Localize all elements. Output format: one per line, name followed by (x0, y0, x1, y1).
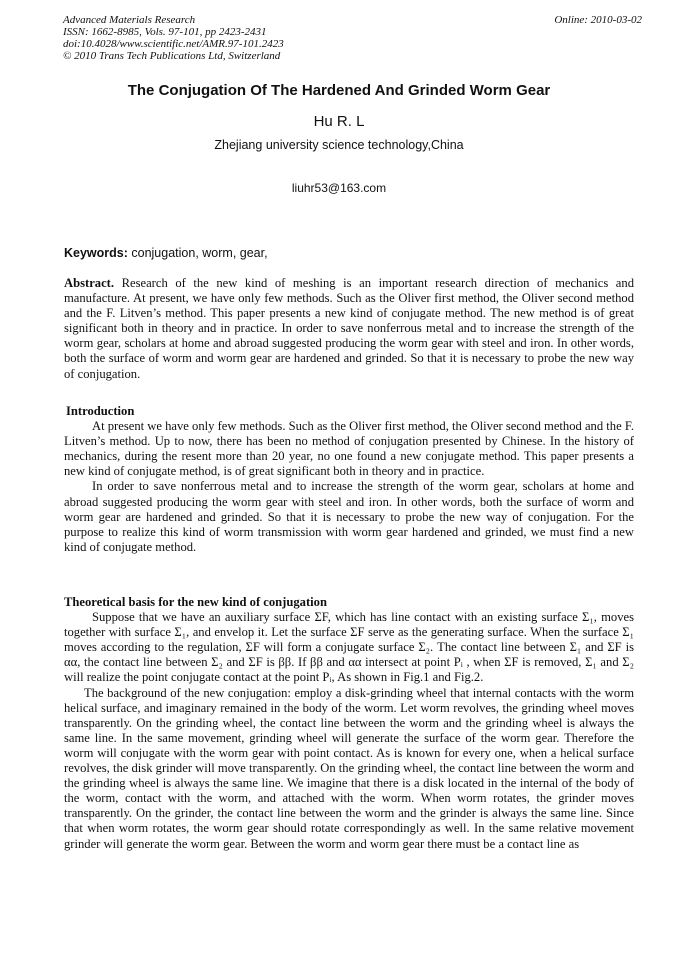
paragraph: Suppose that we have an auxiliary surface ΣF, which has line contact with an existing surface Σ₁, moves together with surface Σ₁, and envelop it. Let the surface ΣF serve as the generating surface. When the surface Σ₁ moves according to the regulation, ΣF will form a conjugate surface Σ₂. The contact line between Σ₁ and ΣF is αα, the contact line between Σ₂ and ΣF is ββ. If ββ and αα intersect at point Pᵢ , when ΣF is removed, Σ₁ and Σ₂ will realize the point conjugate contact at the point Pᵢ, As shown in Fig.1 and Fig.2. (64, 610, 634, 685)
paragraph: In order to save nonferrous metal and to increase the strength of the worm gear, scholars at home and abroad suggested producing the worm gear with steel and iron. In other words, both the surface of worm and worm gear are hardened and grinded. So that it is necessary to probe the new way of conjugation. For the purpose to realize this kind of worm transmission with worm gear hardened and grinded, we must find a new kind of conjugate method. (64, 479, 634, 554)
keywords-label: Keywords: (64, 246, 128, 260)
theory-heading: Theoretical basis for the new kind of conjugation (64, 595, 327, 609)
keywords-text: conjugation, worm, gear, (127, 246, 268, 260)
doi: doi:10.4028/www.scientific.net/AMR.97-101.2423 (63, 38, 284, 50)
author: Hu R. L (313, 113, 365, 130)
introduction-section (64, 404, 634, 555)
abstract-label: Abstract. (64, 276, 115, 290)
affiliation: Zhejiang university science technology,China (214, 138, 464, 152)
abstract (64, 276, 634, 382)
copyright: © 2010 Trans Tech Publications Ltd, Switzerland (63, 50, 281, 62)
journal-header (63, 14, 284, 62)
paper-title: The Conjugation Of The Hardened And Grinded Worm Gear (127, 82, 551, 99)
journal-name: Advanced Materials Research (63, 14, 196, 26)
abstract-text: Research of the new kind of meshing is an important research direction of mechanics and manufacture. At present, we have only few methods. Such as the Oliver first method, the Oliver second method and the F. Litven’s method. This paper presents a new kind of conjugate method. The new method is of great significant both in theory and in practice. In order to save nonferrous metal and to increase the strength of the worm gear, scholars at home and abroad suggested producing the worm gear with steel and iron. In other words, both the surface of worm and worm gear are hardened and grinded. So that it is necessary to probe the new way of conjugation. (64, 276, 634, 381)
email: liuhr53@163.com (291, 181, 387, 195)
theory-section (64, 595, 634, 852)
issn: ISSN: 1662-8985, Vols. 97-101, pp 2423-2431 (63, 26, 267, 38)
paragraph: At present we have only few methods. Such as the Oliver first method, the Oliver second method and the F. Litven’s method. Up to now, there has been no method of conjugation presented by Chinese. In the history of mechanics, during the resent more than 20 year, no one found a new conjugate method. This paper presents a new kind of conjugate method, is of great significant both in theory and in practice. (64, 419, 634, 479)
paragraph: The background of the new conjugation: employ a disk-grinding wheel that internal contacts with the worm helical surface, and imaginary remained in the body of the worm. Let worm revolves, the grinding wheel moves transparently. On the grinding wheel, the contact line between the worm and the grinding wheel is always the same line. In the same movement, grinding wheel will generate the surface of the worm gear. Therefore the worm will conjugate with the worm gear with point contact. As is known for every one, when a helical surface revolves, the disk grinder will move transparently. On the grinding wheel, the contact line between the worm and the grinding wheel is always the same line. We imagine that there is a disk located in the internal of the body of the worm, contact with the worm, and attached with the worm. When worm rotates, the grinder moves transparently. On the grinder, the contact line between the worm and the grinder is always the same line. Since that when worm rotates, the worm gear should rotate correspondingly as well. In the same relative movement grinder will generate the worm gear. Between the worm and worm gear there must be a contact line as (64, 685, 634, 851)
keywords (64, 246, 268, 260)
online-date: Online: 2010-03-02 (554, 14, 642, 26)
introduction-heading: Introduction (66, 404, 135, 418)
